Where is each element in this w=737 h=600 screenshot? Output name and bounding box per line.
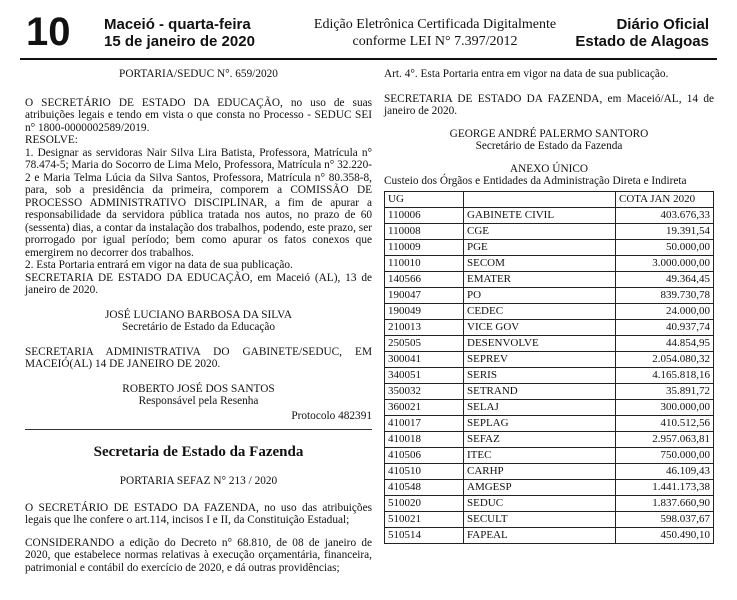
unit-name: SERIS — [464, 367, 616, 383]
unit-name: SETRAND — [464, 383, 616, 399]
quota-table — [384, 191, 714, 544]
portaria-seduc-intro: O SECRETÁRIO DE ESTADO DA EDUCAÇÃO, no uso de suas atribuições legais e tendo em vista o que consta no Processo - SEDUC SEI n° 1800-0000002589/2019. — [25, 96, 372, 134]
issue-date — [104, 16, 255, 50]
right-column — [384, 68, 714, 544]
quota-value: 410.512,56 — [616, 415, 714, 431]
quota-table-body — [385, 207, 714, 543]
quota-value: 2.957.063,81 — [616, 431, 714, 447]
table-row — [385, 495, 714, 511]
ug-code: 110008 — [385, 223, 464, 239]
page-number: 10 — [26, 10, 71, 54]
annex-title: ANEXO ÚNICO — [509, 162, 589, 175]
issue-date-weekday: Maceió - quarta-feira — [104, 16, 251, 33]
certification-notice — [300, 16, 570, 50]
portaria-sefaz-intro: O SECRETÁRIO DE ESTADO DA FAZENDA, no uso das atribuições legais que lhe confere o art.114, incisos I e II, da Constituição Estadual; — [25, 501, 372, 526]
quota-value: 3.000.000,00 — [616, 255, 714, 271]
ug-code: 410017 — [385, 415, 464, 431]
signer-seduc-name: JOSÉ LUCIANO BARBOSA DA SILVA — [104, 308, 293, 321]
table-row — [385, 463, 714, 479]
table-row — [385, 255, 714, 271]
unit-name: SELAJ — [464, 399, 616, 415]
certification-line1: Edição Eletrônica Certificada Digitalmente — [313, 17, 557, 32]
resenha-closing: SECRETARIA ADMINISTRATIVA DO GABINETE/SEDUC, EM MACEIÓ(AL) 14 DE JANEIRO DE 2020. — [25, 345, 372, 370]
unit-name: SECOM — [464, 255, 616, 271]
section-divider — [25, 429, 372, 430]
table-row — [385, 287, 714, 303]
ug-code: 350032 — [385, 383, 464, 399]
unit-name: PGE — [464, 239, 616, 255]
portaria-seduc-item1: 1. Designar as servidoras Nair Silva Lira Batista, Professora, Matrícula n° 78.474-5; Maria do Socorro de Lima Melo, Professora, Matrícula n° 32.220-2 e Maria Telma Lúcia da Silva Santos, Professora, Matrícula n° 80.358-8, para, sob a presidência da primeira, comporem a COMISSÃO DE PROCESSO ADMINISTRATIVO DISCIPLINAR, a fim de apurar a responsabilidade da servidora pública tratada nos autos, no prazo de 60 (sessenta) dias, a contar da instalação dos trabalhos, podendo, este prazo, ser prorrogado por igual período; bem como apurar os fatos conexos que emergirem no decorrer dos trabalhos. — [25, 146, 372, 259]
quota-value: 450.490,10 — [616, 527, 714, 543]
quota-value: 1.837.660,90 — [616, 495, 714, 511]
table-row — [385, 351, 714, 367]
annex-subtitle: Custeio dos Órgãos e Entidades da Administração Direta e Indireta — [384, 175, 687, 187]
table-row — [385, 399, 714, 415]
portaria-sefaz-title: PORTARIA SEFAZ N° 213 / 2020 — [119, 475, 278, 487]
quota-value: 49.364,45 — [616, 271, 714, 287]
publication-name — [575, 16, 709, 50]
table-row — [385, 527, 714, 543]
certification-line2: conforme LEI N° 7.397/2012 — [352, 34, 518, 49]
ug-code: 110006 — [385, 207, 464, 223]
quota-value: 4.165.818,16 — [616, 367, 714, 383]
quota-value: 403.676,33 — [616, 207, 714, 223]
unit-name: PO — [464, 287, 616, 303]
signer-resenha-name: ROBERTO JOSÉ DOS SANTOS — [122, 382, 275, 395]
unit-name: ITEC — [464, 447, 616, 463]
quota-value: 1.441.173,38 — [616, 479, 714, 495]
quota-value: 300.000,00 — [616, 399, 714, 415]
table-row — [385, 431, 714, 447]
table-row — [385, 367, 714, 383]
signer-resenha-title: Responsável pela Resenha — [138, 395, 259, 407]
quota-table-header — [385, 191, 714, 207]
header-unit — [464, 191, 616, 207]
signer-sefaz-name: GEORGE ANDRÉ PALERMO SANTORO — [449, 127, 649, 140]
table-row — [385, 511, 714, 527]
ug-code: 110010 — [385, 255, 464, 271]
ug-code: 140566 — [385, 271, 464, 287]
portaria-seduc-item2: 2. Esta Portaria entrará em vigor na data de sua publicação. — [25, 259, 293, 271]
unit-name: SEDUC — [464, 495, 616, 511]
article-4: Art. 4°. Esta Portaria entra em vigor na data de sua publicação. — [384, 68, 669, 80]
unit-name: CEDEC — [464, 303, 616, 319]
unit-name: SEPREV — [464, 351, 616, 367]
ug-code: 410018 — [385, 431, 464, 447]
signer-seduc-title: Secretário de Estado da Educação — [121, 321, 276, 333]
section-title-sefaz: Secretaria de Estado da Fazenda — [93, 444, 304, 460]
ug-code: 510514 — [385, 527, 464, 543]
portaria-seduc-closing: SECRETARIA DE ESTADO DA EDUCAÇÃO, em Maceió (AL), 13 de janeiro de 2020. — [25, 271, 372, 296]
quota-value: 839.730,78 — [616, 287, 714, 303]
portaria-sefaz-considerando: CONSIDERANDO a edição do Decreto n° 68.810, de 08 de janeiro de 2020, que estabelece normas relativas à execução orçamentária, financeira, patrimonial e contábil do exercício de 2020, e dá outras providências; — [25, 536, 372, 574]
header-divider — [20, 58, 717, 60]
sefaz-closing: SECRETARIA DE ESTADO DA FAZENDA, em Maceió/AL, 14 de janeiro de 2020. — [384, 92, 714, 117]
table-row — [385, 383, 714, 399]
table-row — [385, 271, 714, 287]
ug-code: 210013 — [385, 319, 464, 335]
table-row — [385, 207, 714, 223]
quota-value: 50.000,00 — [616, 239, 714, 255]
ug-code: 510020 — [385, 495, 464, 511]
signer-sefaz-title: Secretário de Estado da Fazenda — [475, 140, 623, 152]
quota-value: 46.109,43 — [616, 463, 714, 479]
quota-value: 598.037,67 — [616, 511, 714, 527]
ug-code: 300041 — [385, 351, 464, 367]
ug-code: 250505 — [385, 335, 464, 351]
ug-code: 410506 — [385, 447, 464, 463]
quota-value: 750.000,00 — [616, 447, 714, 463]
table-row — [385, 415, 714, 431]
unit-name: VICE GOV — [464, 319, 616, 335]
resolve-label: RESOLVE: — [25, 134, 78, 146]
table-row — [385, 239, 714, 255]
unit-name: EMATER — [464, 271, 616, 287]
publication-title: Diário Oficial — [616, 16, 709, 33]
unit-name: CGE — [464, 223, 616, 239]
unit-name: GABINETE CIVIL — [464, 207, 616, 223]
table-row — [385, 447, 714, 463]
unit-name: AMGESP — [464, 479, 616, 495]
quota-value: 40.937,74 — [616, 319, 714, 335]
unit-name: SEFAZ — [464, 431, 616, 447]
protocol-number: Protocolo 482391 — [291, 409, 372, 422]
ug-code: 110009 — [385, 239, 464, 255]
unit-name: SEPLAG — [464, 415, 616, 431]
unit-name: DESENVOLVE — [464, 335, 616, 351]
left-column — [25, 68, 372, 574]
ug-code: 190049 — [385, 303, 464, 319]
table-row — [385, 479, 714, 495]
table-row — [385, 335, 714, 351]
publication-state: Estado de Alagoas — [575, 33, 709, 50]
quota-value: 2.054.080,32 — [616, 351, 714, 367]
portaria-seduc-title: PORTARIA/SEDUC N°. 659/2020 — [119, 68, 278, 80]
page-header — [0, 0, 737, 58]
ug-code: 340051 — [385, 367, 464, 383]
unit-name: CARHP — [464, 463, 616, 479]
table-row — [385, 319, 714, 335]
unit-name: FAPEAL — [464, 527, 616, 543]
ug-code: 510021 — [385, 511, 464, 527]
header-quota: COTA JAN 2020 — [616, 191, 714, 207]
ug-code: 360021 — [385, 399, 464, 415]
quota-value: 24.000,00 — [616, 303, 714, 319]
header-ug: UG — [385, 191, 464, 207]
quota-value: 19.391,54 — [616, 223, 714, 239]
table-row — [385, 303, 714, 319]
ug-code: 410548 — [385, 479, 464, 495]
ug-code: 410510 — [385, 463, 464, 479]
issue-date-full: 15 de janeiro de 2020 — [104, 33, 255, 50]
quota-value: 35.891,72 — [616, 383, 714, 399]
table-row — [385, 223, 714, 239]
unit-name: SECULT — [464, 511, 616, 527]
ug-code: 190047 — [385, 287, 464, 303]
quota-value: 44.854,95 — [616, 335, 714, 351]
